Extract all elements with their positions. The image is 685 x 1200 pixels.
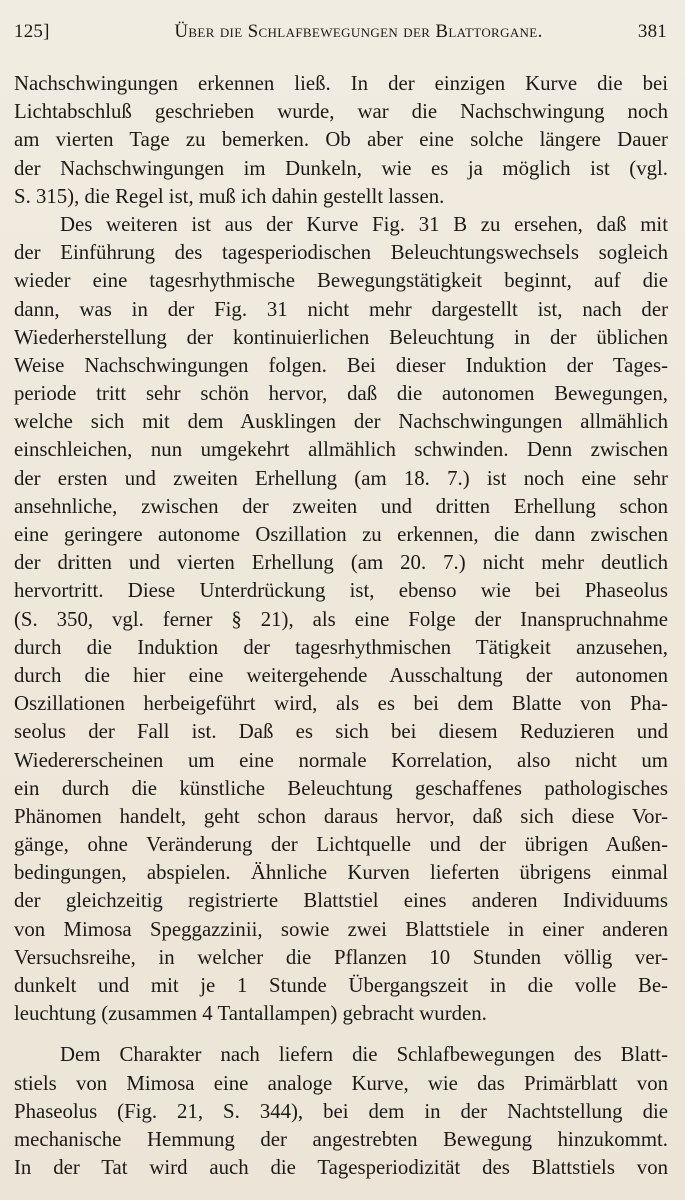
section-marker: 125]	[14, 21, 50, 42]
text-line: der Nachschwingungen im Dunkeln, wie es ja möglich ist (vgl.	[14, 156, 668, 180]
paragraph-3	[14, 1041, 668, 1182]
text-line: einschleichen, nun umgekehrt allmählich schwinden. Denn zwischen	[14, 438, 668, 462]
text-line: dunkelt und mit je 1 Stunde Übergangszeit in die volle Be-	[14, 974, 668, 997]
text-line: (S. 350, vgl. ferner § 21), als eine Folge der Inanspruchnahme	[14, 607, 668, 631]
text-line: hervortritt. Diese Unterdrückung ist, ebenso wie bei Phaseolus	[14, 579, 668, 603]
text-line: leuchtung (zusammen 4 Tantallampen) gebracht wurden.	[14, 1002, 487, 1026]
body-text	[14, 70, 668, 1182]
text-line: In der Tat wird auch die Tagesperiodizität des Blattstiels von	[14, 1156, 668, 1180]
text-line: bedingungen, abspielen. Ähnliche Kurven lieferten übrigens einmal	[14, 861, 668, 885]
text-line: mechanische Hemmung der angestrebten Bewegung hinzukommt.	[14, 1127, 668, 1151]
page-number: 381	[637, 21, 667, 42]
text-line: Nachschwingungen erkennen ließ. In der einzigen Kurve die bei	[14, 72, 668, 95]
text-line: wieder eine tagesrhythmische Bewegungstätigkeit beginnt, auf die	[14, 269, 668, 293]
running-title: Über die Schlafbewegungen der Blattorgane.	[174, 21, 543, 42]
text-line: von Mimosa Speggazzinii, sowie zwei Blattstiele in einer anderen	[14, 917, 668, 941]
text-line: Dem Charakter nach liefern die Schlafbewegungen des Blatt-	[60, 1043, 668, 1067]
text-line: durch die Induktion der tagesrhythmischen Tätigkeit anzusehen,	[14, 635, 668, 659]
running-head	[14, 21, 671, 51]
text-line: Weise Nachschwingungen folgen. Bei dieser Induktion der Tages-	[14, 353, 668, 377]
text-line: S. 315), die Regel ist, muß ich dahin gestellt lassen.	[14, 184, 445, 208]
text-line: der dritten und vierten Erhellung (am 20. 7.) nicht mehr deutlich	[14, 551, 668, 575]
text-line: Lichtabschluß geschrieben wurde, war die Nachschwingung noch	[14, 100, 668, 124]
paragraph-1	[14, 70, 668, 211]
text-line: welche sich mit dem Ausklingen der Nachschwingungen allmählich	[14, 410, 668, 434]
paragraph-2	[14, 211, 668, 1028]
text-line: dann, was in der Fig. 31 nicht mehr dargestellt ist, nach der	[14, 297, 668, 321]
text-line: Wiederherstellung der kontinuierlichen Beleuchtung in der üblichen	[14, 325, 668, 349]
text-line: ansehnliche, zwischen der zweiten und dritten Erhellung schon	[14, 494, 668, 518]
text-line: Des weiteren ist aus der Kurve Fig. 31 B zu ersehen, daß mit	[60, 212, 668, 236]
text-line: gänge, ohne Veränderung der Lichtquelle und der übrigen Außen-	[14, 833, 668, 857]
text-line: Phänomen handelt, geht schon daraus hervor, daß sich diese Vor-	[14, 804, 668, 828]
text-line: Phaseolus (Fig. 21, S. 344), bei dem in der Nachtstellung die	[14, 1099, 668, 1123]
text-line: stiels von Mimosa eine analoge Kurve, wie das Primärblatt von	[14, 1071, 668, 1095]
text-line: seolus der Fall ist. Daß es sich bei diesem Reduzieren und	[14, 720, 668, 744]
text-line: periode tritt sehr schön hervor, daß die autonomen Bewegungen,	[14, 382, 668, 406]
text-line: der ersten und zweiten Erhellung (am 18. 7.) ist noch eine sehr	[14, 466, 668, 490]
text-line: der Einführung des tagesperiodischen Beleuchtungswechsels sogleich	[14, 241, 668, 265]
paragraph-gap	[14, 1028, 668, 1041]
text-line: Versuchsreihe, in welcher die Pflanzen 10 Stunden völlig ver-	[14, 945, 668, 969]
text-line: eine geringere autonome Oszillation zu erkennen, die dann zwischen	[14, 523, 668, 546]
text-line: der gleichzeitig registrierte Blattstiel eines anderen Individuums	[14, 889, 668, 913]
text-line: Oszillationen herbeigeführt wird, als es bei dem Blatte von Pha-	[14, 692, 668, 716]
text-line: Wiedererscheinen um eine normale Korrelation, also nicht um	[14, 748, 668, 772]
text-line: am vierten Tage zu bemerken. Ob aber eine solche längere Dauer	[14, 128, 668, 152]
text-line: durch die hier eine weitergehende Ausschaltung der autonomen	[14, 663, 668, 687]
text-line: ein durch die künstliche Beleuchtung geschaffenes pathologisches	[14, 776, 668, 800]
